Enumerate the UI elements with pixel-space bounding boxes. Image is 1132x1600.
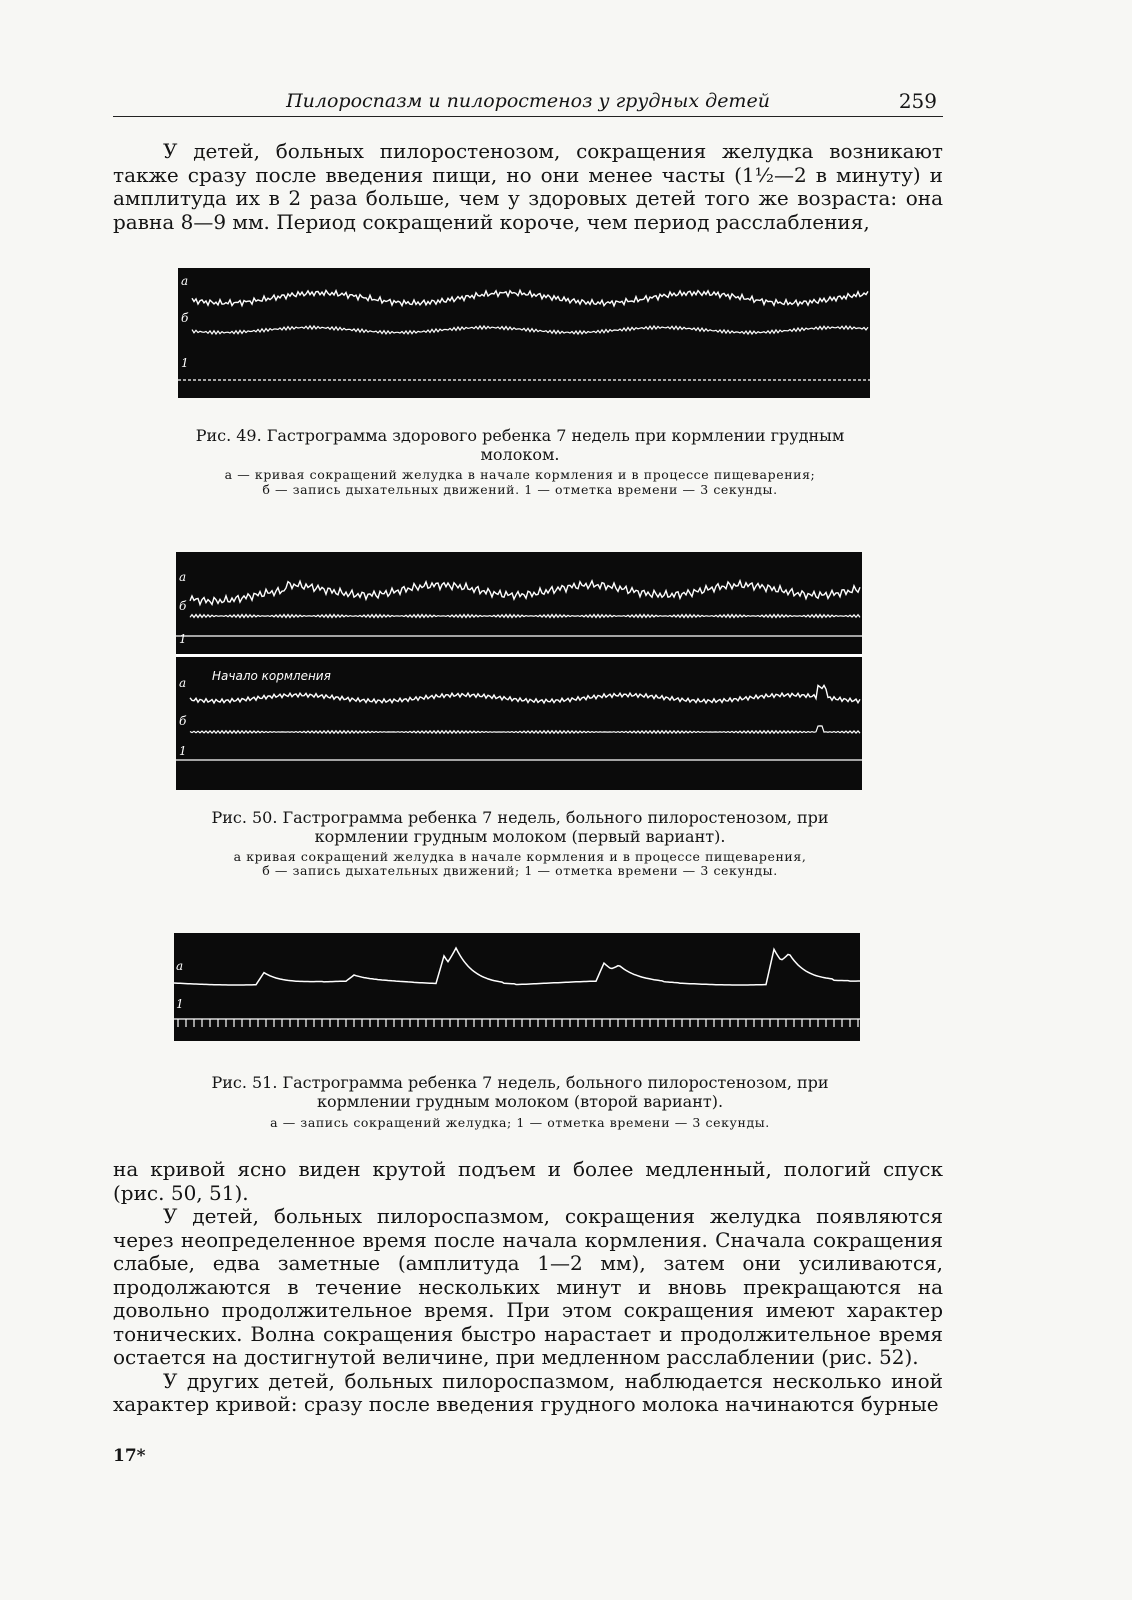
- running-title: Пилороспазм и пилоростеноз у грудных детей: [286, 90, 770, 112]
- trace-label-a: а: [181, 274, 189, 288]
- trace-b-respiration-upper: [190, 615, 860, 618]
- figure-51-traces: [174, 933, 860, 1041]
- page-number: 259: [898, 89, 937, 113]
- trace-label-time: 1: [181, 356, 189, 370]
- figure-50-legend-line-2: б — запись дыхательных движений; 1 — отметка времени — 3 секунды.: [262, 863, 778, 878]
- trace-label-time: 1: [176, 997, 184, 1011]
- trace-label-b-lower: б: [179, 714, 187, 728]
- trace-a-stomach-contractions: [174, 948, 860, 985]
- paragraph: на кривой ясно виден крутой подъем и более медленный, пологий спуск (рис. 50, 51).: [113, 1157, 943, 1205]
- trace-b-respiration: [192, 326, 868, 334]
- figure-51-gastrogram: [174, 933, 860, 1041]
- trace-label-time-upper: 1: [179, 632, 187, 646]
- figure-50-caption: Рис. 50. Гастрограмма ребенка 7 недель, больного пилоростенозом, при кормлении грудным молоком (первый вариант).: [211, 808, 829, 846]
- trace-a-stomach-contractions: [192, 290, 868, 306]
- figure-51-caption: Рис. 51. Гастрограмма ребенка 7 недель, больного пилоростенозом, при кормлении грудным молоком (второй вариант).: [211, 1073, 829, 1111]
- trace-label-a: а: [176, 959, 184, 973]
- figure-50-legend-line-1: а кривая сокращений желудка в начале кормления и в процессе пищеварения,: [233, 849, 807, 864]
- feeding-start-annotation: Начало кормления: [212, 669, 331, 683]
- trace-label-b: б: [181, 311, 189, 325]
- strip-separator: [176, 654, 862, 657]
- trace-a-stomach-contractions-lower: [190, 685, 860, 703]
- trace-label-a-upper: а: [179, 570, 187, 584]
- trace-a-stomach-contractions-upper: [190, 581, 860, 605]
- paragraph: У других детей, больных пилороспазмом, наблюдается несколько иной характер кривой: сразу после введения грудного молока начинаются бурные: [113, 1368, 943, 1416]
- figure-49-legend-line-1: а — кривая сокращений желудка в начале кормления и в процессе пищеварения;: [224, 467, 816, 482]
- time-marker-ticks: [178, 1019, 858, 1027]
- figure-49-caption: Рис. 49. Гастрограмма здорового ребенка 7 недель при кормлении грудным молоком.: [195, 426, 845, 464]
- running-head: [113, 86, 943, 117]
- trace-label-b-upper: б: [179, 599, 187, 613]
- trace-label-time-lower: 1: [179, 744, 187, 758]
- figure-49-gastrogram: [178, 268, 870, 398]
- paragraph: У детей, больных пилороспазмом, сокращения желудка появляются через неопределенное время после начала кормления. Сначала сокращения слабые, едва заметные (амплитуда 1—2 мм), затем они усиливаются, продолжаются в течение нескольких минут и вновь прекращаются на довольно продолжительное время. При этом сокращения имеют характер тонических. Волна сокращения быстро нарастает и продолжительное время остается на достигнутой величине, при медленном расслаблении (рис. 52).: [113, 1204, 943, 1369]
- figure-50-gastrogram: [176, 552, 862, 790]
- paragraph: У детей, больных пилоростенозом, сокращения желудка возникают также сразу после введения пищи, но они менее часты (1½—2 в минуту) и амплитуда их в 2 раза больше, чем у здоровых детей того же возраста: она равна 8—9 мм. Период сокращений короче, чем период расслабления,: [113, 139, 943, 234]
- body-text-top: [113, 140, 943, 234]
- trace-b-respiration-lower: [190, 726, 860, 733]
- figure-51-legend-line-1: а — запись сокращений желудка; 1 — отметка времени — 3 секунды.: [270, 1115, 770, 1130]
- body-text-bottom: [113, 1158, 943, 1417]
- signature-mark: 17*: [113, 1446, 146, 1466]
- trace-label-a-lower: а: [179, 676, 187, 690]
- figure-49-legend-line-2: б — запись дыхательных движений. 1 — отметка времени — 3 секунды.: [262, 482, 778, 497]
- figure-49-traces: [178, 268, 870, 398]
